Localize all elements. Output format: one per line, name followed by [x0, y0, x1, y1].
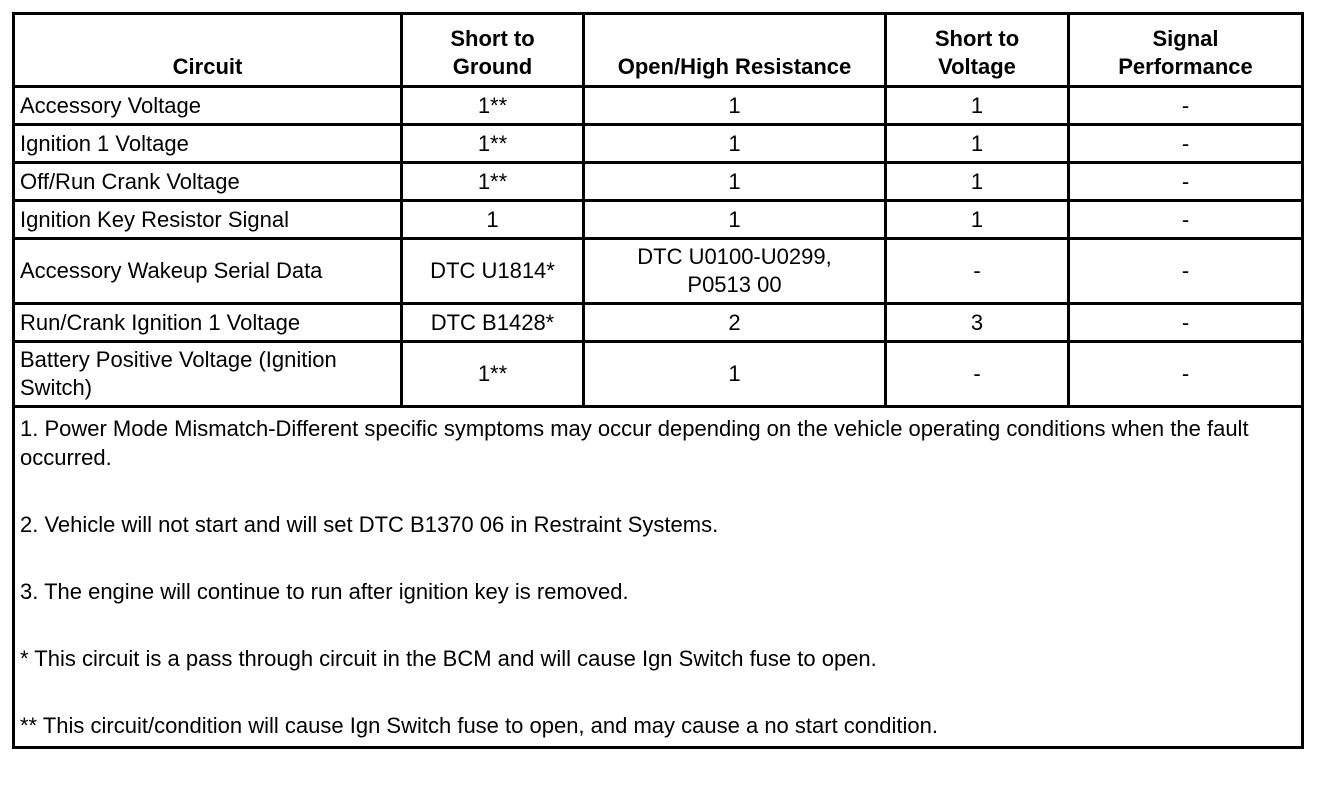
open-high-resistance-cell: 1	[584, 201, 886, 239]
note-2: 2. Vehicle will not start and will set DTC B1370 06 in Restraint Systems.	[20, 512, 719, 537]
circuit-cell: Accessory Wakeup Serial Data	[14, 239, 402, 304]
circuit-cell: Battery Positive Voltage (Ignition Switch)	[14, 342, 402, 407]
signal-performance-cell: -	[1069, 87, 1303, 125]
table-row	[14, 239, 1303, 304]
table-row	[14, 163, 1303, 201]
short-to-voltage-cell: 3	[886, 304, 1069, 342]
signal-performance-cell: -	[1069, 125, 1303, 163]
short-to-voltage-cell: 1	[886, 125, 1069, 163]
signal-performance-cell: -	[1069, 239, 1303, 304]
short-to-ground-cell: DTC B1428*	[402, 304, 584, 342]
short-to-ground-cell: 1**	[402, 342, 584, 407]
note-single-asterisk: * This circuit is a pass through circuit in the BCM and will cause Ign Switch fuse to open.	[20, 646, 877, 671]
header-short-to-voltage: Short to Voltage	[886, 14, 1069, 87]
table-row	[14, 87, 1303, 125]
open-high-resistance-cell: 2	[584, 304, 886, 342]
open-high-resistance-cell: DTC U0100-U0299, P0513 00	[584, 239, 886, 304]
signal-performance-cell: -	[1069, 342, 1303, 407]
open-high-resistance-cell: 1	[584, 342, 886, 407]
note-double-asterisk: ** This circuit/condition will cause Ign Switch fuse to open, and may cause a no start condition.	[20, 713, 938, 738]
short-to-ground-cell: 1**	[402, 163, 584, 201]
short-to-voltage-cell: -	[886, 239, 1069, 304]
header-short-to-ground: Short to Ground	[402, 14, 584, 87]
header-signal-performance: Signal Performance	[1069, 14, 1303, 87]
open-high-resistance-cell: 1	[584, 87, 886, 125]
signal-performance-cell: -	[1069, 201, 1303, 239]
notes-cell	[14, 407, 1303, 748]
circuit-fault-table	[12, 12, 1304, 749]
signal-performance-cell: -	[1069, 163, 1303, 201]
circuit-cell: Ignition 1 Voltage	[14, 125, 402, 163]
short-to-ground-cell: DTC U1814*	[402, 239, 584, 304]
circuit-cell: Run/Crank Ignition 1 Voltage	[14, 304, 402, 342]
short-to-ground-cell: 1**	[402, 87, 584, 125]
note-1: 1. Power Mode Mismatch-Different specific symptoms may occur depending on the vehicle operating conditions when the fault occurred.	[20, 416, 1249, 470]
circuit-cell: Off/Run Crank Voltage	[14, 163, 402, 201]
table-row	[14, 125, 1303, 163]
short-to-voltage-cell: 1	[886, 163, 1069, 201]
short-to-ground-cell: 1**	[402, 125, 584, 163]
short-to-voltage-cell: 1	[886, 87, 1069, 125]
header-row	[14, 14, 1303, 87]
open-high-resistance-cell: 1	[584, 163, 886, 201]
header-open-high-resistance: Open/High Resistance	[584, 14, 886, 87]
open-high-resistance-cell: 1	[584, 125, 886, 163]
note-3: 3. The engine will continue to run after ignition key is removed.	[20, 579, 629, 604]
table-row	[14, 342, 1303, 407]
short-to-voltage-cell: -	[886, 342, 1069, 407]
table-row	[14, 201, 1303, 239]
header-circuit: Circuit	[14, 14, 402, 87]
signal-performance-cell: -	[1069, 304, 1303, 342]
short-to-voltage-cell: 1	[886, 201, 1069, 239]
circuit-cell: Accessory Voltage	[14, 87, 402, 125]
short-to-ground-cell: 1	[402, 201, 584, 239]
circuit-cell: Ignition Key Resistor Signal	[14, 201, 402, 239]
table-row	[14, 304, 1303, 342]
notes-row	[14, 407, 1303, 748]
